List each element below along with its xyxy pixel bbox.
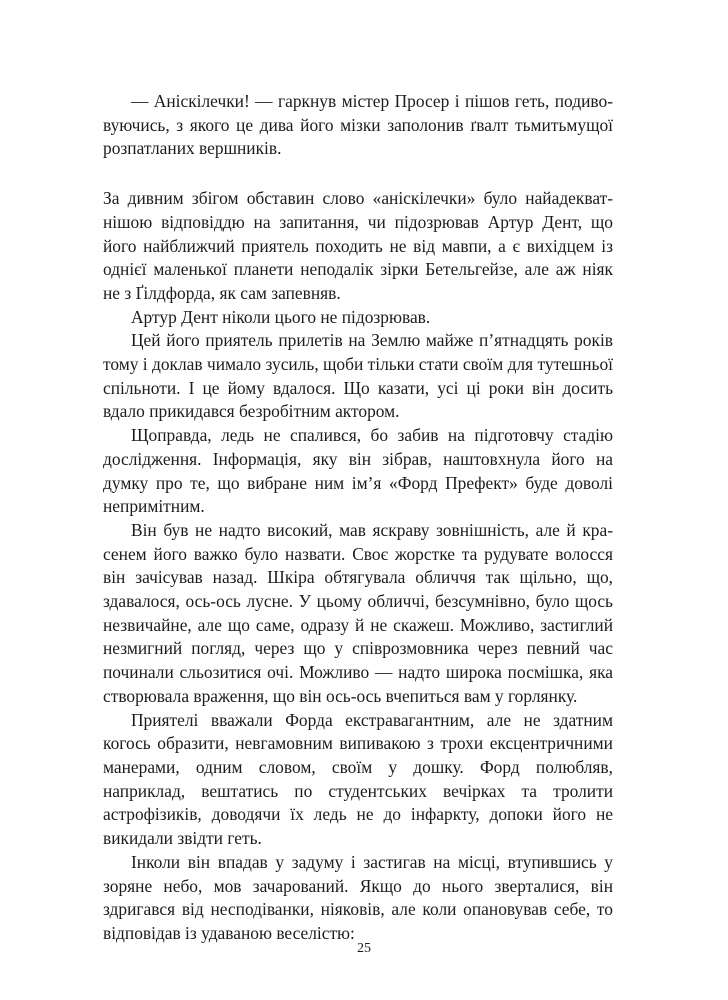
paragraph: Інколи він впадав у задуму і застигав на місці, втупившись у зоряне небо, мов зачарований. Якщо до нього зверталися, він здригався від несподіванки, ніяковів, але коли опановував себе, то відповідав із удаваною веселістю: [103,851,613,943]
page-number: 25 [357,941,371,956]
paragraph: Цей його приятель прилетів на Землю майже п’ятнадцять років тому і доклав чимало зусиль, щоби тільки стати своїм для тутешньої спільноти. І це йому вдалося. Що казати, усі ці роки він досить вдало прикидався безробітним актором. [103,330,613,422]
paragraph-dialogue: — Аніскілечки! — гаркнув містер Просер і пішов геть, подивовуючись, з якого це дива його мізки заполонив ґвалт тьмитьмущої розпатланих вершників. [103,91,613,159]
paragraph-section-start: За дивним збігом обставин слово «аніскілечки» було найадекватнішою відповіддю на запитання, чи підозрював Артур Дент, що його найближчий приятель походить не від мавпи, а є вихідцем із однієї маленької планети неподалік зірки Бетельгейзе, але аж ніяк не з Ґілдфорда, як сам запевняв. [103,188,613,303]
paragraph: Він був не надто високий, мав яскраву зовнішність, але й красенем його важко було назвати. Своє жорстке та рудувате волосся він зачісував назад. Шкіра обтягувала обличчя так щільно, що, здавалося, ось-ось лусне. У цьому обличчі, безсумнівно, було щось незвичайне, але що саме, одразу й не скажеш. Можливо, застиглий незмигний погляд, через що у співрозмовника через певний час починали сльозитися очі. Можливо — надто широка посмішка, яка створювала враження, що він ось-ось вчепиться вам у горлянку. [103,519,613,706]
paragraph: Артур Дент ніколи цього не підозрював. [131,306,431,327]
paragraph: Щоправда, ледь не спалився, бо забив на підготовчу стадію дослідження. Інформація, яку він зібрав, наштовхнула його на думку про те, що вибране ним ім’я «Форд Префект» буде доволі непримітним. [103,425,613,517]
paragraph: Приятелі вважали Форда екстравагантним, але не здатним когось образити, невгамовним випивакою з трохи ексцентричними манерами, одним словом, своїм у дошку. Форд полюбляв, наприклад, вештатись по студентських вечірках та тролити астрофізиків, доводячи їх ледь не до інфаркту, допоки його не викидали звідти геть. [103,709,613,849]
page-body [103,90,613,946]
